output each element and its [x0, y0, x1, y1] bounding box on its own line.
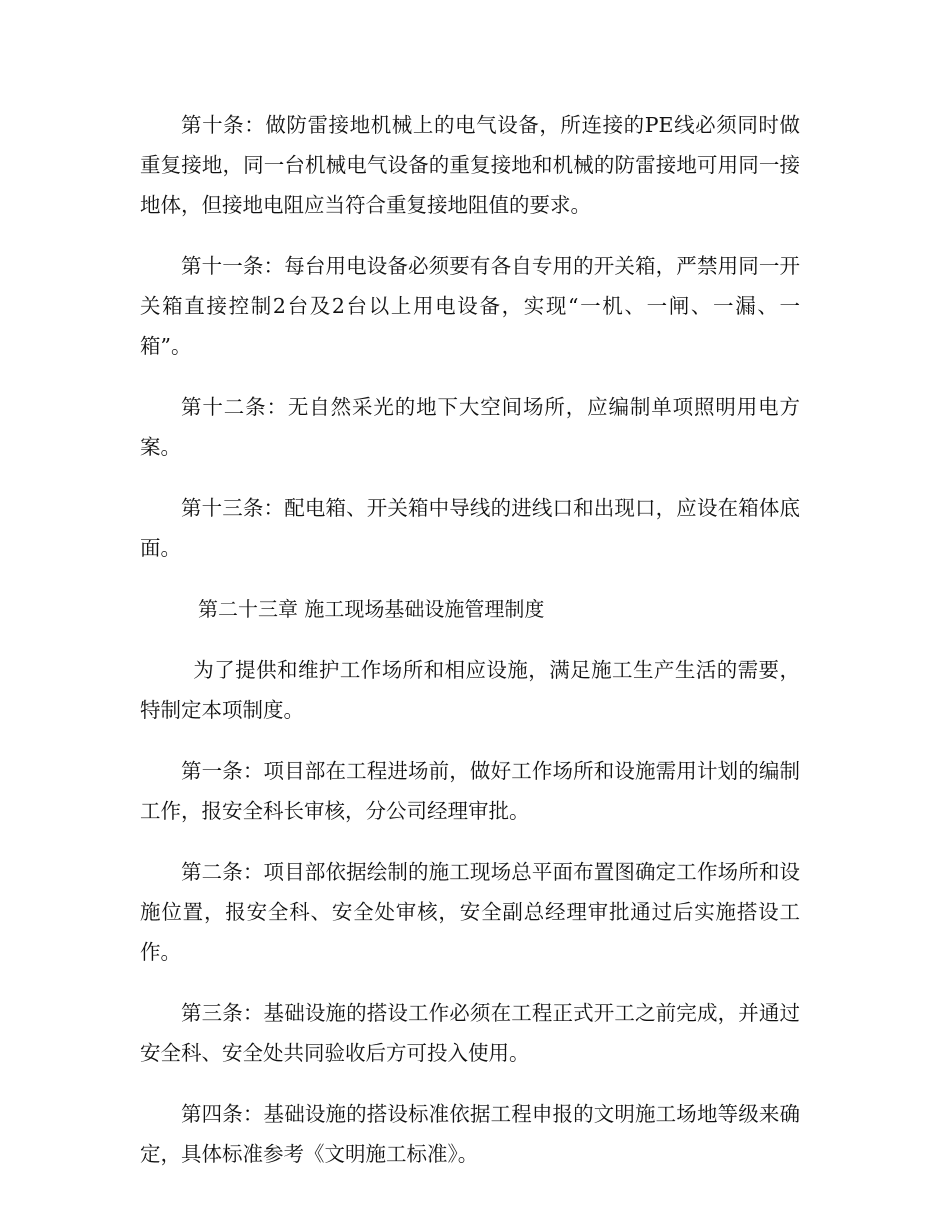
article-4: 第四条：基础设施的搭设标准依据工程申报的文明施工场地等级来确定，具体标准参考《文明施工标准》。	[140, 1102, 800, 1166]
article-1: 第一条：项目部在工程进场前，做好工作场所和设施需用计划的编制工作，报安全科长审核，分公司经理审批。	[140, 759, 800, 823]
article-2: 第二条：项目部依据绘制的施工现场总平面布置图确定工作场所和设施位置，报安全科、安全处审核，安全副总经理审批通过后实施搭设工作。	[140, 860, 800, 964]
document-body	[140, 105, 800, 1195]
article-3: 第三条：基础设施的搭设工作必须在工程正式开工之前完成，并通过安全科、安全处共同验收后方可投入使用。	[140, 1001, 800, 1065]
chapter-heading: 第二十三章 施工现场基础设施管理制度	[198, 597, 545, 621]
article-13: 第十三条：配电箱、开关箱中导线的进线口和出现口，应设在箱体底面。	[140, 496, 800, 560]
article-10: 第十条：做防雷接地机械上的电气设备，所连接的PE线必须同时做重复接地，同一台机械电气设备的重复接地和机械的防雷接地可用同一接地体，但接地电阻应当符合重复接地阻值的要求。	[140, 113, 800, 217]
chapter-intro: 为了提供和维护工作场所和相应设施，满足施工生产生活的需要，特制定本项制度。	[140, 658, 800, 722]
article-11: 第十一条：每台用电设备必须要有各自专用的开关箱，严禁用同一开关箱直接控制2台及2台以上用电设备，实现“一机、一闸、一漏、一箱”。	[140, 254, 800, 358]
article-12: 第十二条：无自然采光的地下大空间场所，应编制单项照明用电方案。	[140, 395, 800, 459]
